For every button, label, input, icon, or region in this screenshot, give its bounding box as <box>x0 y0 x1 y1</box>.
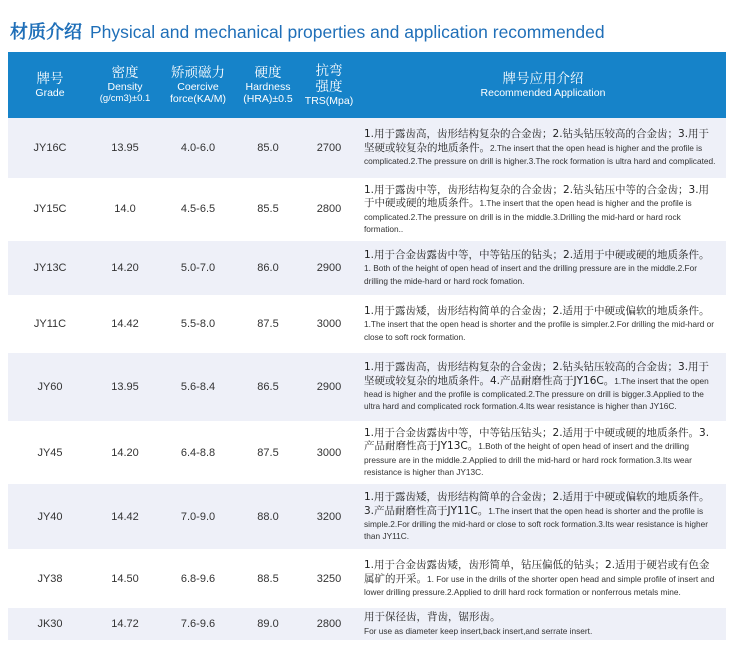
table-row <box>8 351 726 422</box>
cell-grade: JY16C <box>8 118 92 179</box>
cell-grade: JY45 <box>8 422 92 482</box>
cell-density: 14.50 <box>92 551 158 607</box>
cell-hardness: 88.0 <box>238 483 298 551</box>
table-row <box>8 239 726 296</box>
cell-trs: 3000 <box>298 422 360 482</box>
application-cn: 1.用于露齿矮，齿形结构简单的合金齿；2.适用于中硬或偏软的地质条件。3.产品耐磨性高于JY11C。 <box>364 491 710 517</box>
cell-hardness: 87.5 <box>238 296 298 351</box>
cell-coercive: 7.6-9.6 <box>158 607 238 642</box>
cell-application <box>360 422 726 482</box>
cell-hardness: 86.5 <box>238 351 298 422</box>
cell-coercive: 4.0-6.0 <box>158 118 238 179</box>
header-trs <box>298 52 360 118</box>
table-row <box>8 607 726 642</box>
application-en: For use as diameter keep insert,back insert,and serrate insert. <box>364 625 593 636</box>
cell-trs: 2700 <box>298 118 360 179</box>
header-trs-cn2: 强度 <box>315 78 343 95</box>
cell-density: 14.42 <box>92 483 158 551</box>
cell-coercive: 7.0-9.0 <box>158 483 238 551</box>
cell-grade: JY40 <box>8 483 92 551</box>
cell-trs: 2900 <box>298 239 360 296</box>
cell-application <box>360 296 726 351</box>
cell-hardness: 85.5 <box>238 179 298 239</box>
table-row <box>8 118 726 179</box>
cell-density: 14.20 <box>92 422 158 482</box>
cell-trs: 3000 <box>298 296 360 351</box>
application-en: 1.The insert that the open head is higher and the profile is complicated.2.The pressure on drill is in the middle.3.Drilling the mid-hard or hard rock formation.. <box>364 198 692 234</box>
cell-coercive: 5.5-8.0 <box>158 296 238 351</box>
application-en: 1.The insert that the open head is shorter and the profile is simpler.2.For drilling the mid-hard or close to soft rock formation. <box>364 319 715 342</box>
application-cn: 1.用于合金齿露齿矮，齿形简单，钻压偏低的钻头；2.适用于硬岩或有色金属矿的开采。 <box>364 559 710 585</box>
header-trs-en: TRS(Mpa) <box>304 94 354 107</box>
header-coercive-cn: 矫顽磁力 <box>171 64 225 81</box>
header-hardness-en: Hardness <box>245 80 291 93</box>
table-row <box>8 296 726 351</box>
header-grade-en: Grade <box>35 86 65 99</box>
application-cn: 用于保径齿，背齿，锯形齿。 <box>364 611 501 624</box>
cell-application <box>360 607 726 642</box>
cell-density: 14.42 <box>92 296 158 351</box>
cell-density: 13.95 <box>92 351 158 422</box>
cell-application <box>360 239 726 296</box>
cell-hardness: 87.5 <box>238 422 298 482</box>
cell-application <box>360 351 726 422</box>
header-density-unit: (g/cm3)±0.1 <box>99 93 151 104</box>
application-en: 1.The insert that the open head is shorter and the profile is simple.2.For drilling the mid-hard or close to soft rock formation.3.Its wear resistance is higher than JY11C. <box>364 505 708 542</box>
application-en: 1. For use in the drills of the shorter open head and simple profile of insert and lower drilling pressure.2.Applied to drill hard rock formation or nonferrous metals mine. <box>364 573 715 598</box>
cell-density: 13.95 <box>92 118 158 179</box>
header-hardness-cn: 硬度 <box>254 64 282 81</box>
header-hardness <box>238 52 298 118</box>
cell-hardness: 89.0 <box>238 607 298 642</box>
application-cn: 1.用于露齿高，齿形结构复杂的合金齿；2.钻头钻压较高的合金齿；3.用于坚硬或较复杂的地质条件。 <box>364 128 710 154</box>
application-cn: 1.用于露齿高，齿形结构复杂的合金齿；2.钻头钻压较高的合金齿；3.用于坚硬或较复杂的地质条件。4.产品耐磨性高于JY16C。 <box>364 361 710 387</box>
cell-grade: JY60 <box>8 351 92 422</box>
header-trs-cn1: 抗弯 <box>315 62 343 79</box>
cell-coercive: 6.4-8.8 <box>158 422 238 482</box>
application-cn: 1.用于露齿中等，齿形结构复杂的合金齿；2.钻头钻压中等的合金齿；3.用于中硬或硬的地质条件。 <box>364 183 710 209</box>
properties-table <box>8 52 726 643</box>
section-title-en: Physical and mechanical properties and application recommended <box>90 22 605 42</box>
header-coercive-en: Coercive <box>177 80 219 93</box>
table-row <box>8 422 726 482</box>
header-grade-cn: 牌号 <box>36 70 64 87</box>
cell-trs: 3250 <box>298 551 360 607</box>
application-en: 1. Both of the height of open head of insert and the drilling pressure are in the middle.2.For drilling the mide-hard or hard rock fomation. <box>364 263 698 286</box>
cell-grade: JY13C <box>8 239 92 296</box>
cell-trs: 3200 <box>298 483 360 551</box>
header-application-cn: 牌号应用介绍 <box>502 70 584 87</box>
cell-trs: 2900 <box>298 351 360 422</box>
cell-grade: JY15C <box>8 179 92 239</box>
header-density-en: Density <box>107 80 143 93</box>
cell-trs: 2800 <box>298 607 360 642</box>
cell-hardness: 85.0 <box>238 118 298 179</box>
header-coercive-unit: force(KA/M) <box>169 93 226 105</box>
header-grade <box>8 52 92 118</box>
cell-grade: JK30 <box>8 607 92 642</box>
table-header-row <box>8 52 726 118</box>
section-title <box>10 18 605 44</box>
table-row <box>8 551 726 607</box>
cell-density: 14.72 <box>92 607 158 642</box>
header-density <box>92 52 158 118</box>
cell-coercive: 5.6-8.4 <box>158 351 238 422</box>
cell-grade: JY11C <box>8 296 92 351</box>
application-en: 2.The insert that the open head is higher and the profile is complicated.2.The pressure on drill is higher.3.The rock formation is ultra hard and complicated. <box>364 142 716 167</box>
cell-coercive: 6.8-9.6 <box>158 551 238 607</box>
table-row <box>8 483 726 551</box>
header-application <box>360 52 726 118</box>
application-cn: 1.用于露齿矮，齿形结构简单的合金齿；2.适用于中硬或偏软的地质条件。 <box>364 304 710 317</box>
cell-coercive: 4.5-6.5 <box>158 179 238 239</box>
application-en: 1.Both of the height of open head of insert and the drilling pressure are in the middle.2.Applied to drill the mid-hard or hard rock formation.3.Its wear resistance is higher than JY13C. <box>364 441 692 478</box>
header-density-cn: 密度 <box>111 64 139 81</box>
cell-coercive: 5.0-7.0 <box>158 239 238 296</box>
cell-application <box>360 551 726 607</box>
cell-trs: 2800 <box>298 179 360 239</box>
application-en: 1.The insert that the open head is higher and the profile is complicated.2.The pressure on drill is bigger.3.Applied to the ultra hard and complicated rock formation.4.Its wear resistance is higher than JY16C. <box>364 375 709 412</box>
table-row <box>8 179 726 239</box>
cell-density: 14.0 <box>92 179 158 239</box>
header-coercive <box>158 52 238 118</box>
application-cn: 1.用于合金齿露齿中等，中等钻压的钻头；2.适用于中硬或硬的地质条件。 <box>364 248 710 261</box>
header-application-en: Recommended Application <box>480 86 606 99</box>
header-hardness-unit: (HRA)±0.5 <box>243 93 293 105</box>
cell-hardness: 88.5 <box>238 551 298 607</box>
cell-grade: JY38 <box>8 551 92 607</box>
application-cn: 1.用于合金齿露齿中等，中等钻压钻头；2.适用于中硬或硬的地质条件。3.产品耐磨性高于JY13C。 <box>364 426 710 453</box>
cell-hardness: 86.0 <box>238 239 298 296</box>
cell-density: 14.20 <box>92 239 158 296</box>
section-title-cn: 材质介绍 <box>10 22 82 43</box>
cell-application <box>360 483 726 551</box>
cell-application <box>360 179 726 239</box>
cell-application <box>360 118 726 179</box>
